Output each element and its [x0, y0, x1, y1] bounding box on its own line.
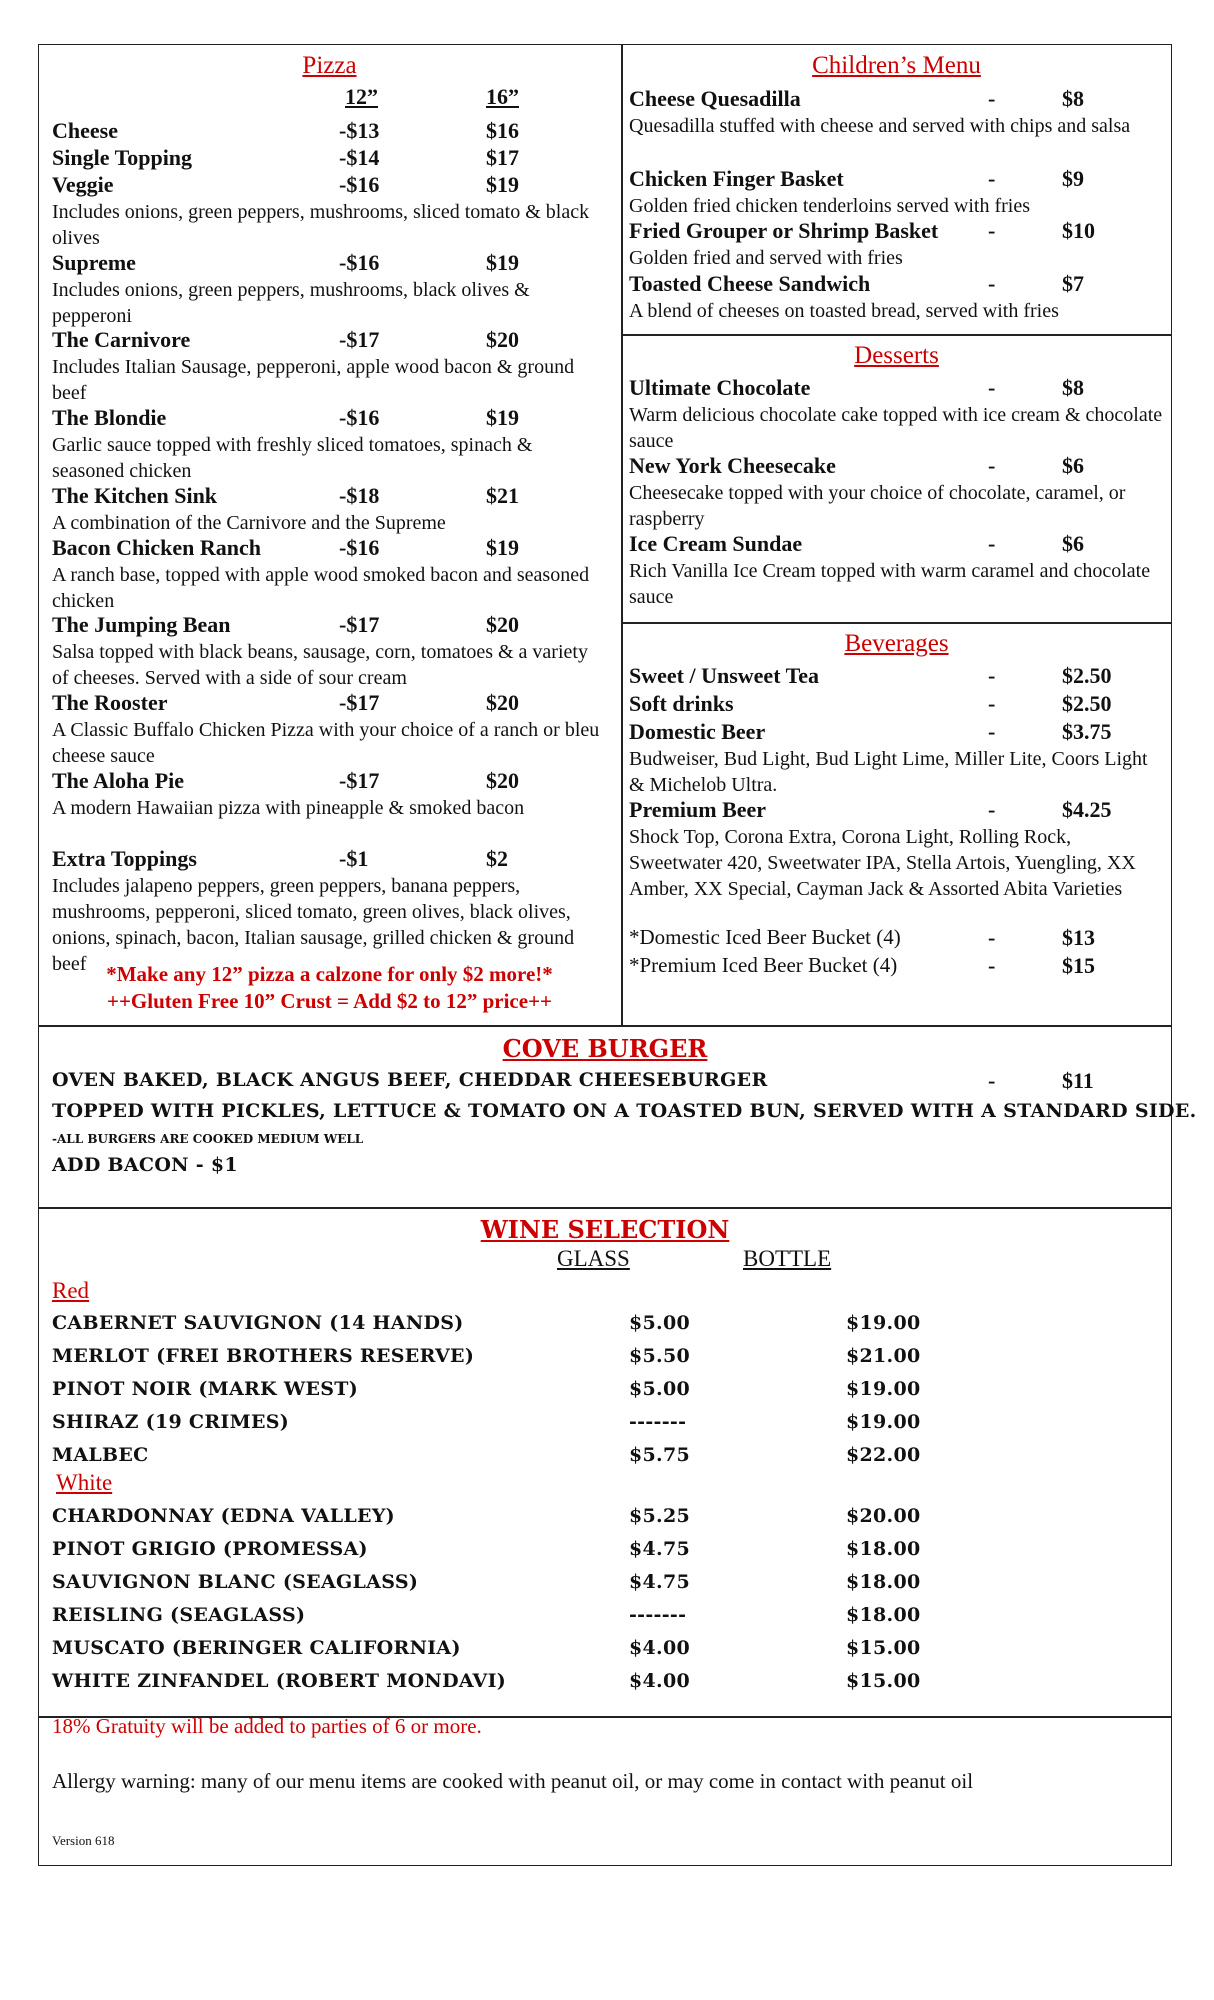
pizza-item-price-12: -$16	[339, 250, 380, 275]
menu-item-description: Budweiser, Bud Light, Bud Light Lime, Miller Lite, Coors Light & Michelob Ultra.	[629, 748, 1148, 796]
pizza-item-price-12: -$17	[339, 612, 380, 637]
wine-bottle-price: $18.00	[846, 1538, 921, 1560]
pizza-item-price-16: $21	[486, 483, 519, 508]
wine-glass-price: $4.75	[629, 1538, 690, 1560]
pizza-item-price-12: -$14	[339, 145, 380, 170]
wine-glass-price: -------	[629, 1411, 687, 1433]
menu-item-price: $9	[1062, 166, 1084, 191]
menu-item-name: Chicken Finger Basket	[629, 166, 844, 191]
divider-burger-wine	[38, 1207, 1172, 1209]
pizza-item-description: A combination of the Carnivore and the Supreme	[52, 512, 446, 534]
wine-name: WHITE ZINFANDEL (ROBERT MONDAVI)	[52, 1670, 507, 1692]
menu-item-price: $2.50	[1062, 663, 1112, 688]
wine-white-label: White	[56, 1470, 113, 1495]
wine-bottle-price: $22.00	[846, 1444, 921, 1466]
burger-price: $11	[1062, 1068, 1094, 1093]
wine-name: SHIRAZ (19 CRIMES)	[52, 1411, 290, 1433]
wine-bottle-price: $15.00	[846, 1637, 921, 1659]
menu-item-name: Soft drinks	[629, 691, 734, 716]
pizza-item-description: Includes onions, green peppers, mushrooms, black olives & pepperoni	[52, 279, 530, 327]
divider-top-burger	[38, 1025, 1172, 1027]
pizza-item-price-16: $19	[486, 535, 519, 560]
menu-item-price: $7	[1062, 271, 1084, 296]
wine-glass-price: -------	[629, 1604, 687, 1626]
gratuity-note: 18% Gratuity will be added to parties of 6 or more.	[52, 1714, 482, 1738]
pizza-item-name: Veggie	[52, 172, 114, 197]
pizza-title: Pizza	[302, 52, 357, 79]
wine-glass-price: $5.00	[629, 1378, 690, 1400]
burger-dash: -	[988, 1068, 996, 1093]
pizza-size-16: 16”	[486, 84, 519, 109]
menu-item-dash: -	[988, 86, 996, 111]
wine-name: CHARDONNAY (EDNA VALLEY)	[52, 1505, 395, 1527]
bucket-price: $15	[1062, 953, 1095, 978]
burger-cook-note: -ALL BURGERS ARE COOKED MEDIUM WELL	[52, 1132, 364, 1146]
menu-item-name: Domestic Beer	[629, 719, 766, 744]
wine-glass-price: $5.25	[629, 1505, 690, 1527]
wine-name: MALBEC	[52, 1444, 149, 1466]
pizza-item-description: Includes jalapeno peppers, green peppers, banana peppers, mushrooms, pepperoni, sliced tomato, green olives, black olives, onions, spinach, bacon, Italian sausage, grilled chicken & ground beef	[52, 875, 575, 975]
menu-item-dash: -	[988, 719, 996, 744]
menu-item-dash: -	[988, 218, 996, 243]
menu-item-dash: -	[988, 271, 996, 296]
divider-desserts-beverages	[621, 622, 1172, 624]
wine-bottle-price: $19.00	[846, 1312, 921, 1334]
wine-name: CABERNET SAUVIGNON (14 HANDS)	[52, 1312, 464, 1334]
menu-item-name: Ultimate Chocolate	[629, 375, 811, 400]
wine-name: PINOT GRIGIO (PROMESSA)	[52, 1538, 368, 1560]
menu-item-name: Fried Grouper or Shrimp Basket	[629, 218, 939, 243]
menu-item-dash: -	[988, 453, 996, 478]
menu-item-dash: -	[988, 797, 996, 822]
pizza-item-price-16: $20	[486, 768, 519, 793]
wine-bottle-price: $19.00	[846, 1411, 921, 1433]
menu-item-name: Ice Cream Sundae	[629, 531, 803, 556]
bucket-name: *Premium Iced Beer Bucket (4)	[629, 953, 898, 977]
wine-bottle-price: $15.00	[846, 1670, 921, 1692]
pizza-item-price-16: $19	[486, 172, 519, 197]
menu-item-dash: -	[988, 166, 996, 191]
pizza-item-name: The Carnivore	[52, 327, 191, 352]
menu-item-price: $6	[1062, 531, 1084, 556]
wine-bottle-price: $20.00	[846, 1505, 921, 1527]
wine-title: WINE SELECTION	[480, 1215, 730, 1244]
wine-bottle-price: $21.00	[846, 1345, 921, 1367]
menu-item-description: A blend of cheeses on toasted bread, served with fries	[629, 300, 1059, 322]
pizza-item-description: A ranch base, topped with apple wood smoked bacon and seasoned chicken	[52, 564, 590, 612]
wine-glass-price: $5.50	[629, 1345, 690, 1367]
menu-item-description: Cheesecake topped with your choice of chocolate, caramel, or raspberry	[629, 482, 1126, 530]
pizza-item-price-12: -$16	[339, 535, 380, 560]
pizza-item-price-16: $20	[486, 327, 519, 352]
wine-name: MERLOT (FREI BROTHERS RESERVE)	[52, 1345, 475, 1367]
pizza-item-price-16: $17	[486, 145, 519, 170]
pizza-size-12: 12”	[345, 84, 378, 109]
pizza-item-name: Supreme	[52, 250, 136, 275]
pizza-item-price-12: -$17	[339, 768, 380, 793]
pizza-item-price-16: $20	[486, 690, 519, 715]
menu-item-description: Warm delicious chocolate cake topped with ice cream & chocolate sauce	[629, 404, 1163, 452]
pizza-item-price-16: $19	[486, 405, 519, 430]
pizza-item-name: The Jumping Bean	[52, 612, 231, 637]
burger-addon: ADD BACON - $1	[52, 1154, 238, 1176]
allergy-warning: Allergy warning: many of our menu items are cooked with peanut oil, or may come in contact with peanut oil	[52, 1769, 974, 1793]
pizza-item-name: Bacon Chicken Ranch	[52, 535, 262, 560]
burger-description: OVEN BAKED, BLACK ANGUS BEEF, CHEDDAR CHEESEBURGER	[52, 1069, 768, 1091]
wine-glass-price: $5.75	[629, 1444, 690, 1466]
pizza-item-name: Extra Toppings	[52, 846, 197, 871]
menu-item-dash: -	[988, 531, 996, 556]
pizza-item-price-12: -$16	[339, 405, 380, 430]
version-label: Version 618	[52, 1833, 115, 1848]
wine-red-label: Red	[52, 1278, 90, 1303]
menu-item-price: $8	[1062, 375, 1084, 400]
menu-item-dash: -	[988, 663, 996, 688]
wine-col-glass: GLASS	[557, 1246, 630, 1271]
wine-bottle-price: $19.00	[846, 1378, 921, 1400]
wine-name: SAUVIGNON BLANC (SEAGLASS)	[52, 1571, 419, 1593]
burger-title: COVE BURGER	[502, 1034, 708, 1063]
pizza-item-name: The Blondie	[52, 405, 167, 430]
menu-item-description: Quesadilla stuffed with cheese and served with chips and salsa	[629, 115, 1131, 137]
bucket-dash: -	[988, 953, 996, 978]
wine-glass-price: $5.00	[629, 1312, 690, 1334]
children-title: Children’s Menu	[812, 52, 981, 79]
menu-item-dash: -	[988, 375, 996, 400]
wine-glass-price: $4.00	[629, 1637, 690, 1659]
menu-item-price: $4.25	[1062, 797, 1112, 822]
pizza-item-price-16: $20	[486, 612, 519, 637]
menu-item-description: Rich Vanilla Ice Cream topped with warm caramel and chocolate sauce	[629, 560, 1151, 608]
desserts-title: Desserts	[854, 342, 939, 369]
burger-details: TOPPED WITH PICKLES, LETTUCE & TOMATO ON A TOASTED BUN, SERVED WITH A STANDARD SIDE.	[52, 1100, 1197, 1122]
pizza-item-description: A Classic Buffalo Chicken Pizza with your choice of a ranch or bleu cheese sauce	[52, 719, 600, 767]
menu-item-name: Premium Beer	[629, 797, 767, 822]
menu-item-name: Toasted Cheese Sandwich	[629, 271, 871, 296]
pizza-item-name: Single Topping	[52, 145, 193, 170]
wine-name: REISLING (SEAGLASS)	[52, 1604, 306, 1626]
gluten-free-note: ++Gluten Free 10” Crust = Add $2 to 12” price++	[107, 989, 552, 1013]
pizza-item-name: Cheese	[52, 118, 118, 143]
menu-item-price: $6	[1062, 453, 1084, 478]
calzone-note: *Make any 12” pizza a calzone for only $2 more!*	[106, 962, 553, 986]
bucket-dash: -	[988, 925, 996, 950]
pizza-item-description: Includes Italian Sausage, pepperoni, apple wood bacon & ground beef	[52, 356, 575, 404]
menu-item-dash: -	[988, 691, 996, 716]
pizza-item-name: The Aloha Pie	[52, 768, 185, 793]
pizza-item-price-12: -$17	[339, 690, 380, 715]
wine-name: PINOT NOIR (MARK WEST)	[52, 1378, 359, 1400]
menu-item-price: $10	[1062, 218, 1095, 243]
pizza-item-price-16: $19	[486, 250, 519, 275]
bucket-name: *Domestic Iced Beer Bucket (4)	[629, 925, 901, 949]
pizza-item-price-12: -$16	[339, 172, 380, 197]
pizza-item-description: A modern Hawaiian pizza with pineapple & smoked bacon	[52, 797, 525, 819]
bucket-price: $13	[1062, 925, 1095, 950]
pizza-item-description: Includes onions, green peppers, mushrooms, sliced tomato & black olives	[52, 201, 590, 249]
menu-item-price: $3.75	[1062, 719, 1112, 744]
menu-item-name: New York Cheesecake	[629, 453, 836, 478]
wine-glass-price: $4.00	[629, 1670, 690, 1692]
column-divider	[621, 44, 623, 1026]
menu-item-name: Sweet / Unsweet Tea	[629, 663, 820, 688]
pizza-item-price-12: -$13	[339, 118, 380, 143]
menu-item-description: Golden fried chicken tenderloins served with fries	[629, 195, 1030, 217]
pizza-item-price-16: $16	[486, 118, 519, 143]
pizza-item-price-12: -$18	[339, 483, 380, 508]
pizza-item-price-12: -$1	[339, 846, 369, 871]
pizza-item-name: The Kitchen Sink	[52, 483, 218, 508]
pizza-item-price-16: $2	[486, 846, 508, 871]
menu-item-description: Shock Top, Corona Extra, Corona Light, Rolling Rock, Sweetwater 420, Sweetwater IPA, Stella Artois, Yuengling, XX Amber, XX Special, Cayman Jack & Assorted Abita Varieties	[629, 826, 1136, 900]
pizza-item-name: The Rooster	[52, 690, 168, 715]
menu-item-name: Cheese Quesadilla	[629, 86, 801, 111]
wine-name: MUSCATO (BERINGER CALIFORNIA)	[52, 1637, 461, 1659]
pizza-item-description: Salsa topped with black beans, sausage, corn, tomatoes & a variety of cheeses. Served with a side of sour cream	[52, 641, 588, 689]
divider-children-desserts	[621, 334, 1172, 336]
wine-col-bottle: BOTTLE	[743, 1246, 832, 1271]
wine-bottle-price: $18.00	[846, 1571, 921, 1593]
menu-item-description: Golden fried and served with fries	[629, 247, 903, 269]
menu-item-price: $2.50	[1062, 691, 1112, 716]
beverages-title: Beverages	[844, 630, 949, 657]
wine-glass-price: $4.75	[629, 1571, 690, 1593]
pizza-item-price-12: -$17	[339, 327, 380, 352]
wine-bottle-price: $18.00	[846, 1604, 921, 1626]
menu-item-price: $8	[1062, 86, 1084, 111]
pizza-item-description: Garlic sauce topped with freshly sliced tomatoes, spinach & seasoned chicken	[52, 434, 533, 482]
